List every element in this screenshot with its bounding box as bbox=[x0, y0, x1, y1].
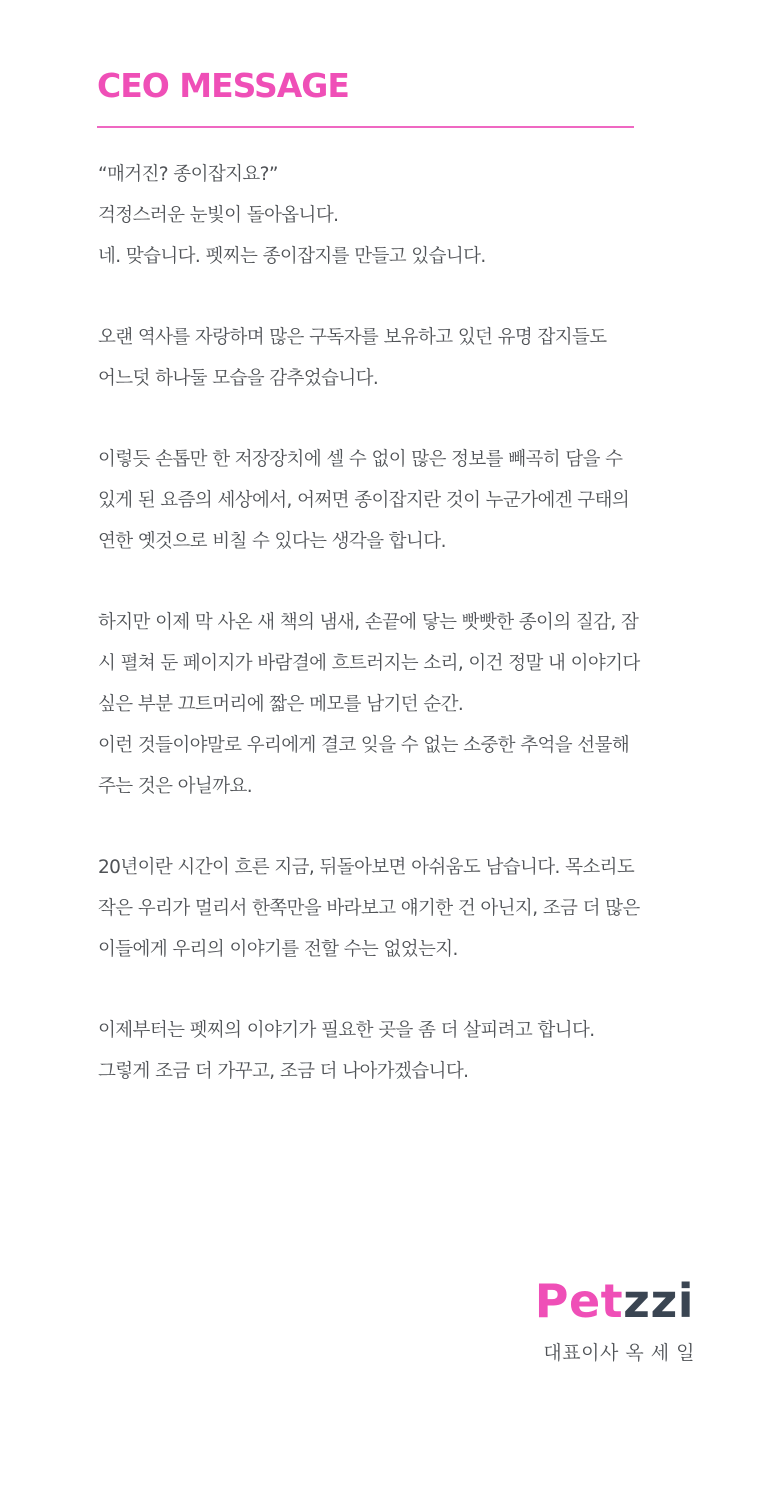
page-title: CEO MESSAGE bbox=[97, 66, 349, 105]
paragraph-gap bbox=[98, 807, 698, 847]
message-line: 네. 맞습니다. 펫찌는 종이잡지를 만들고 있습니다. bbox=[98, 246, 486, 267]
logo-zzi-text: zzi bbox=[623, 1274, 694, 1328]
message-line: “매거진? 종이잡지요?” bbox=[98, 164, 278, 185]
paragraph-gap bbox=[98, 562, 698, 602]
message-line: 하지만 이제 막 사온 새 책의 냄새, 손끝에 닿는 빳빳한 종이의 질감, 잠 bbox=[98, 612, 639, 633]
message-line: 연한 옛것으로 비칠 수 있다는 생각을 합니다. bbox=[98, 531, 446, 552]
message-line: 싶은 부분 끄트머리에 짧은 메모를 남기던 순간. bbox=[98, 694, 464, 715]
message-line: 이렇듯 손톱만 한 저장장치에 셀 수 없이 많은 정보를 빼곡히 담을 수 bbox=[98, 449, 623, 470]
message-line: 걱정스러운 눈빛이 돌아옵니다. bbox=[98, 205, 339, 226]
message-line: 이제부터는 펫찌의 이야기가 필요한 곳을 좀 더 살피려고 합니다. bbox=[98, 1020, 595, 1041]
message-line: 20년이란 시간이 흐른 지금, 뒤돌아보면 아쉬움도 남습니다. 목소리도 bbox=[98, 857, 635, 878]
paragraph-gap bbox=[98, 399, 698, 439]
message-line: 시 펼쳐 둔 페이지가 바람결에 흐트러지는 소리, 이건 정말 내 이야기다 bbox=[98, 653, 640, 674]
message-line: 어느덧 하나둘 모습을 감추었습니다. bbox=[98, 368, 379, 389]
title-divider bbox=[97, 126, 634, 128]
message-line: 있게 된 요즘의 세상에서, 어쩌면 종이잡지란 것이 누군가에겐 구태의 bbox=[98, 490, 630, 511]
ceo-message-body bbox=[98, 154, 698, 1092]
message-line: 이런 것들이야말로 우리에게 결코 잊을 수 없는 소중한 추억을 선물해 bbox=[98, 735, 630, 756]
message-line: 이들에게 우리의 이야기를 전할 수는 없었는지. bbox=[98, 939, 458, 960]
paragraph-gap bbox=[98, 970, 698, 1010]
paragraph-gap bbox=[98, 277, 698, 317]
message-line: 작은 우리가 멀리서 한쪽만을 바라보고 얘기한 건 아닌지, 조금 더 많은 bbox=[98, 898, 640, 919]
message-line: 그렇게 조금 더 가꾸고, 조금 더 나아가겠습니다. bbox=[98, 1061, 469, 1082]
message-line: 오랜 역사를 자랑하며 많은 구독자를 보유하고 있던 유명 잡지들도 bbox=[98, 327, 607, 348]
petzzi-logo bbox=[535, 1274, 694, 1328]
ceo-signature: 대표이사 옥 세 일 bbox=[543, 1342, 695, 1364]
logo-pet-text: Pet bbox=[534, 1274, 624, 1328]
message-line: 주는 것은 아닐까요. bbox=[98, 776, 253, 797]
